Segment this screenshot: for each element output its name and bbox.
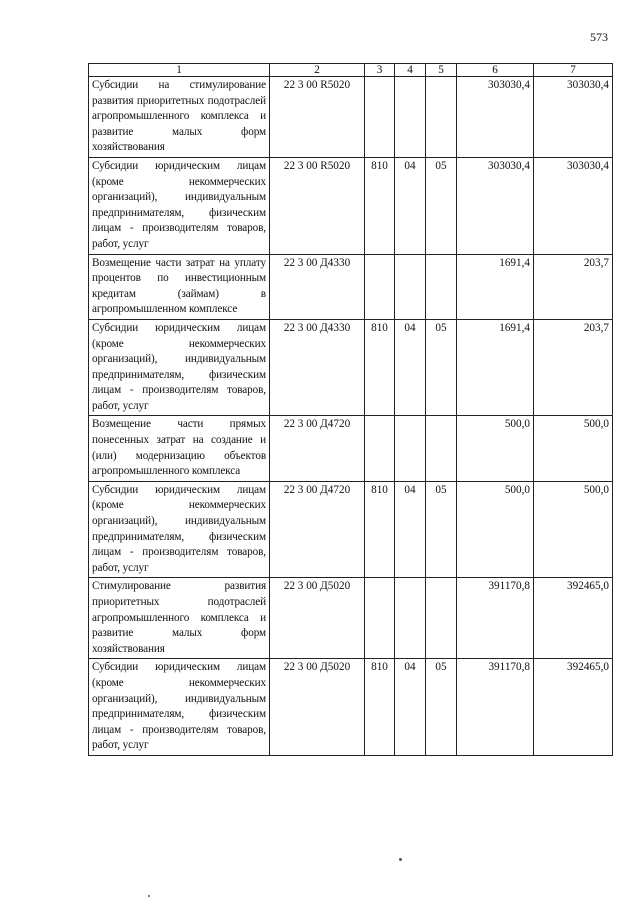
table-row [89, 254, 613, 319]
row-name: Субсидии юридическим лицам (кроме некоммерческих организаций), индивидуальным предпринимателям, физическим лицам - производителям товаров, работ, услуг [89, 659, 270, 756]
amount-col7: 303030,4 [534, 157, 613, 254]
amount-col6: 303030,4 [457, 77, 534, 158]
expense-type-code: 810 [365, 157, 395, 254]
expense-type-code [365, 416, 395, 481]
target-code: 22 3 00 R5020 [270, 77, 365, 158]
column-header: 7 [534, 64, 613, 77]
amount-col7: 303030,4 [534, 77, 613, 158]
row-name: Стимулирование развития приоритетных подотраслей агропромышленного комплекса и развитие малых форм хозяйствования [89, 578, 270, 659]
section-code: 04 [395, 157, 426, 254]
table-row [89, 578, 613, 659]
target-code: 22 3 00 Д5020 [270, 578, 365, 659]
amount-col7: 203,7 [534, 319, 613, 416]
amount-col6: 1691,4 [457, 319, 534, 416]
table-row [89, 416, 613, 481]
table-header-row [89, 64, 613, 77]
target-code: 22 3 00 Д4330 [270, 254, 365, 319]
page-number: 573 [590, 30, 608, 44]
amount-col6: 391170,8 [457, 659, 534, 756]
subsection-code: 05 [426, 659, 457, 756]
amount-col7: 500,0 [534, 481, 613, 578]
table-row [89, 157, 613, 254]
row-name: Субсидии юридическим лицам (кроме некоммерческих организаций), индивидуальным предпринимателям, физическим лицам - производителям товаров, работ, услуг [89, 157, 270, 254]
column-header: 1 [89, 64, 270, 77]
expense-type-code [365, 254, 395, 319]
subsection-code [426, 416, 457, 481]
subsection-code: 05 [426, 157, 457, 254]
section-code: 04 [395, 481, 426, 578]
row-name: Субсидии юридическим лицам (кроме некоммерческих организаций), индивидуальным предпринимателям, физическим лицам - производителям товаров, работ, услуг [89, 481, 270, 578]
amount-col7: 392465,0 [534, 578, 613, 659]
target-code: 22 3 00 Д5020 [270, 659, 365, 756]
column-header: 4 [395, 64, 426, 77]
column-header: 3 [365, 64, 395, 77]
subsection-code: 05 [426, 319, 457, 416]
expense-type-code: 810 [365, 319, 395, 416]
subsection-code [426, 77, 457, 158]
section-code: 04 [395, 659, 426, 756]
column-header: 6 [457, 64, 534, 77]
target-code: 22 3 00 Д4720 [270, 481, 365, 578]
target-code: 22 3 00 R5020 [270, 157, 365, 254]
amount-col6: 1691,4 [457, 254, 534, 319]
section-code [395, 578, 426, 659]
row-name: Субсидии юридическим лицам (кроме некоммерческих организаций), индивидуальным предпринимателям, физическим лицам - производителям товаров, работ, услуг [89, 319, 270, 416]
section-code [395, 77, 426, 158]
subsection-code: 05 [426, 481, 457, 578]
expense-type-code: 810 [365, 481, 395, 578]
target-code: 22 3 00 Д4330 [270, 319, 365, 416]
budget-table [88, 63, 613, 756]
row-name: Возмещение части прямых понесенных затрат на создание и (или) модернизацию объектов агропромышленного комплекса [89, 416, 270, 481]
column-header: 2 [270, 64, 365, 77]
amount-col6: 500,0 [457, 416, 534, 481]
amount-col7: 500,0 [534, 416, 613, 481]
amount-col6: 391170,8 [457, 578, 534, 659]
subsection-code [426, 254, 457, 319]
table-row [89, 481, 613, 578]
table-row [89, 659, 613, 756]
section-code [395, 416, 426, 481]
section-code [395, 254, 426, 319]
amount-col6: 303030,4 [457, 157, 534, 254]
target-code: 22 3 00 Д4720 [270, 416, 365, 481]
amount-col6: 500,0 [457, 481, 534, 578]
table-row [89, 77, 613, 158]
amount-col7: 392465,0 [534, 659, 613, 756]
expense-type-code [365, 578, 395, 659]
amount-col7: 203,7 [534, 254, 613, 319]
scan-speck [399, 858, 402, 861]
column-header: 5 [426, 64, 457, 77]
expense-type-code [365, 77, 395, 158]
section-code: 04 [395, 319, 426, 416]
row-name: Субсидии на стимулирование развития приоритетных подотраслей агропромышленного комплекса и развитие малых форм хозяйствования [89, 77, 270, 158]
row-name: Возмещение части затрат на уплату процентов по инвестиционным кредитам (займам) в агропромышленном комплексе [89, 254, 270, 319]
subsection-code [426, 578, 457, 659]
expense-type-code: 810 [365, 659, 395, 756]
table-row [89, 319, 613, 416]
scan-speck [148, 895, 150, 897]
